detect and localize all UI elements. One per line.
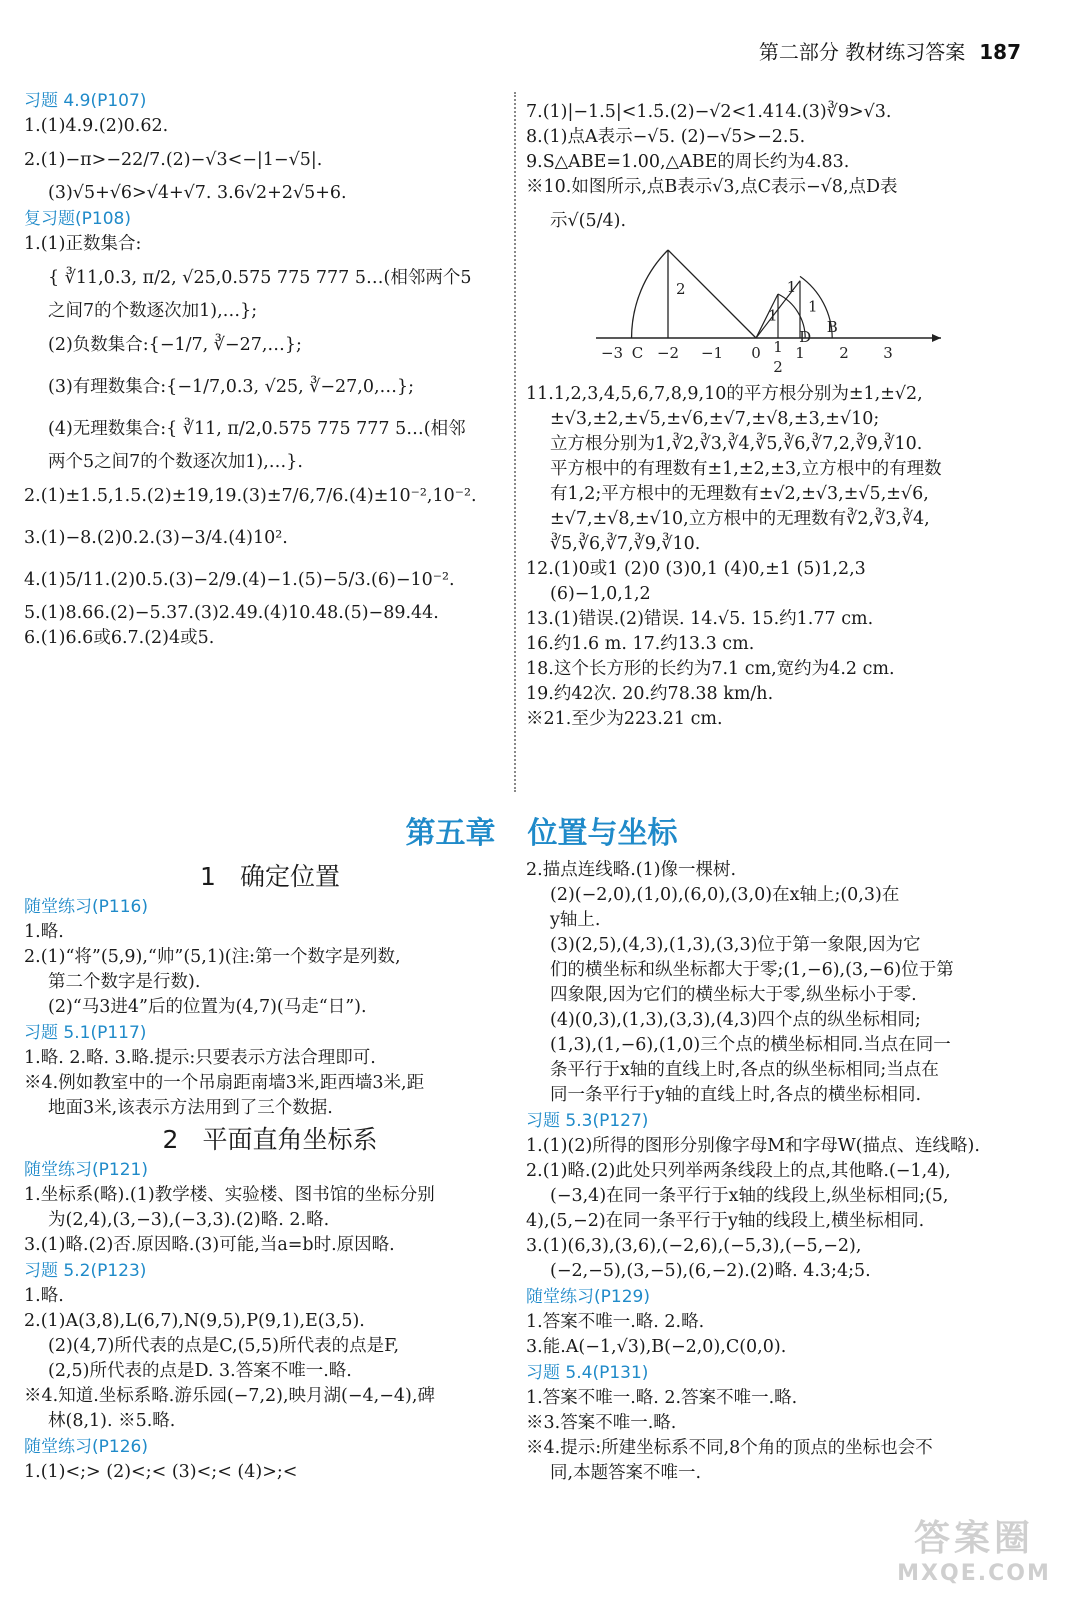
answer-line: 1.略. xyxy=(24,922,64,942)
answer-line: 1.(1)(2)所得的图形分别像字母M和字母W(描点、连线略). xyxy=(526,1136,980,1156)
lesson-heading xyxy=(24,1127,516,1152)
section-heading: 习题 5.1(P117) xyxy=(24,1023,147,1043)
segment-length-label: 2 xyxy=(676,280,686,298)
tick-label: D xyxy=(799,328,812,346)
section-heading: 复习题(P108) xyxy=(24,209,131,229)
answer-line: 们的横坐标和纵坐标都大于零;(1,−6),(3,−6)位于第 xyxy=(550,960,954,980)
tick-label: 2 xyxy=(773,358,783,376)
tick-label: 3 xyxy=(883,344,893,362)
answer-line: (4)无理数集合:{ ∛11, π/2,0.575 775 777 5…(相邻 xyxy=(48,419,466,439)
tick-label: B xyxy=(826,318,838,336)
answer-line: 四象限,因为它们的横坐标大于零,纵坐标小于零. xyxy=(550,985,917,1005)
answer-line: 13.(1)错误.(2)错误. 14.√5. 15.约1.77 cm. xyxy=(526,609,874,629)
answer-line: 9.S△ABE=1.00,△ABE的周长约为4.83. xyxy=(526,152,850,172)
answer-line: { ∛11,0.3, π/2, √25,0.575 775 777 5…(相邻两个5 xyxy=(48,268,472,288)
answer-line: 林(8,1). ※5.略. xyxy=(48,1411,176,1431)
answer-line: (2,5)所代表的点是D. 3.答案不唯一.略. xyxy=(48,1361,352,1381)
section-heading: 随堂练习(P126) xyxy=(24,1437,148,1457)
left-column-top xyxy=(24,88,516,651)
answer-line: 平方根中的有理数有±1,±2,±3,立方根中的有理数 xyxy=(550,459,942,479)
answer-line: 4.(1)5/11.(2)0.5.(3)−2/9.(4)−1.(5)−5/3.(6)−10⁻². xyxy=(24,570,455,590)
section-heading: 习题 5.2(P123) xyxy=(24,1261,147,1281)
lesson-heading xyxy=(24,864,516,889)
segment-length-label: 1 xyxy=(808,297,818,316)
section-heading: 习题 4.9(P107) xyxy=(24,91,147,111)
watermark-line1: 答案圈 xyxy=(913,1518,1034,1559)
segment-length-label: 1 xyxy=(768,306,778,325)
answer-line: 地面3米,该表示方法用到了三个数据. xyxy=(48,1098,333,1118)
answer-line: 3.(1)(6,3),(3,6),(−2,6),(−5,3),(−5,−2), xyxy=(526,1236,862,1256)
answer-line: (1,3),(1,−6),(1,0)三个点的横坐标相同.当点在同一 xyxy=(550,1035,951,1055)
watermark xyxy=(879,1510,1069,1590)
header-part-title: 第二部分 教材练习答案 xyxy=(758,40,966,64)
answer-line: (2)负数集合:{−1/7, ∛−27,…}; xyxy=(48,335,302,355)
answer-line: 5.(1)8.66.(2)−5.37.(3)2.49.(4)10.48.(5)−89.44. xyxy=(24,603,439,623)
answer-line: 2.(1)−π>−22/7.(2)−√3<−|1−√5|. xyxy=(24,150,323,170)
answer-line: (−2,−5),(3,−5),(6,−2).(2)略. 4.3;4;5. xyxy=(550,1261,871,1281)
answer-line: ※4.例如教室中的一个吊扇距南墙3米,距西墙3米,距 xyxy=(24,1073,425,1093)
answer-line: 同,本题答案不唯一. xyxy=(550,1463,702,1483)
section-heading: 习题 5.3(P127) xyxy=(526,1111,649,1131)
left-column-bottom xyxy=(24,858,516,1485)
answer-line: 两个5之间7的个数逐次加1),…}. xyxy=(48,452,303,472)
answer-line: ±√7,±√8,±√10,立方根中的无理数有∛2,∛3,∛4, xyxy=(550,509,930,529)
answer-line: 16.约1.6 m. 17.约13.3 cm. xyxy=(526,634,755,654)
answer-line: 11.1,2,3,4,5,6,7,8,9,10的平方根分别为±1,±√2, xyxy=(526,384,923,404)
answer-line: 8.(1)点A表示−√5. (2)−√5>−2.5. xyxy=(526,127,806,147)
arc-sqrt8 xyxy=(632,250,668,338)
tick-label: 0 xyxy=(751,344,761,362)
answer-line: 1.答案不唯一.略. 2.略. xyxy=(526,1312,705,1332)
answer-line: (2)“马3进4”后的位置为(4,7)(马走“日”). xyxy=(48,997,367,1017)
answer-line: ※3.答案不唯一.略. xyxy=(526,1413,677,1433)
section-heading: 随堂练习(P116) xyxy=(24,897,148,917)
answer-line: ∛5,∛6,∛7,∛9,∛10. xyxy=(550,534,701,554)
answer-line: 2.描点连线略.(1)像一棵树. xyxy=(526,860,737,880)
answer-line: 同一条平行于y轴的直线上时,各点的横坐标相同. xyxy=(550,1085,922,1105)
answer-line: 3.能.A(−1,√3),B(−2,0),C(0,0). xyxy=(526,1337,787,1357)
answer-line: ※4.提示:所建坐标系不同,8个角的顶点的坐标也会不 xyxy=(526,1438,933,1458)
watermark-line2: MXQE.COM xyxy=(897,1561,1051,1586)
tick-label: 1 xyxy=(795,344,805,362)
answer-line: 2.(1)±1.5,1.5.(2)±19,19.(3)±7/6,7/6.(4)±10⁻²,10⁻². xyxy=(24,486,477,506)
answer-line: (−3,4)在同一条平行于x轴的线段上,纵坐标相同;(5, xyxy=(550,1186,949,1206)
segment-length-label: 1 xyxy=(786,277,797,296)
answer-line: ±√3,±2,±√5,±√6,±√7,±√8,±3,±√10; xyxy=(550,409,880,429)
answer-line: 1.(1)4.9.(2)0.62. xyxy=(24,116,169,136)
tick-label: 2 xyxy=(839,344,849,362)
tick-label: 1 xyxy=(773,338,783,356)
chapter-title: 位置与坐标 xyxy=(527,816,678,851)
answer-line: 6.(1)6.6或6.7.(2)4或5. xyxy=(24,628,215,648)
answer-line: (6)−1,0,1,2 xyxy=(550,584,651,604)
answer-line: y轴上. xyxy=(550,910,601,930)
lesson-title: 平面直角坐标系 xyxy=(202,1125,378,1154)
answer-line: 2.(1)略.(2)此处只列举两条线段上的点,其他略.(−1,4), xyxy=(526,1161,951,1181)
answer-line: 18.这个长方形的长约为7.1 cm,宽约为4.2 cm. xyxy=(526,659,895,679)
answer-line: 示√(5/4). xyxy=(550,211,627,231)
right-column-top xyxy=(526,100,1046,732)
section-heading: 习题 5.4(P131) xyxy=(526,1363,649,1383)
number-line-figure xyxy=(586,246,946,376)
answer-line: 立方根分别为1,∛2,∛3,∛4,∛5,∛6,∛7,2,∛9,∛10. xyxy=(550,434,923,454)
answer-line: 1.答案不唯一.略. 2.答案不唯一.略. xyxy=(526,1388,798,1408)
answer-line: (4)(0,3),(1,3),(3,3),(4,3)四个点的纵坐标相同; xyxy=(550,1010,921,1030)
page-header xyxy=(759,36,1021,65)
answer-line: 3.(1)略.(2)否.原因略.(3)可能,当a=b时.原因略. xyxy=(24,1235,395,1255)
answer-line: 19.约42次. 20.约78.38 km/h. xyxy=(526,684,774,704)
answer-line: (2)(4,7)所代表的点是C,(5,5)所代表的点是F, xyxy=(48,1336,400,1356)
tick-label: −2 xyxy=(656,344,680,362)
answer-line: 1.(1)<;> (2)<;< (3)<;< (4)>;< xyxy=(24,1462,298,1482)
lesson-title: 确定位置 xyxy=(239,862,340,891)
chapter-number: 第五章 xyxy=(405,816,496,851)
answer-line: 1.坐标系(略).(1)教学楼、实验楼、图书馆的坐标分别 xyxy=(24,1185,435,1205)
answer-line: (2)(−2,0),(1,0),(6,0),(3,0)在x轴上;(0,3)在 xyxy=(550,885,900,905)
section-heading: 随堂练习(P121) xyxy=(24,1160,148,1180)
answer-line: 有1,2;平方根中的无理数有±√2,±√3,±√5,±√6, xyxy=(550,484,929,504)
answer-line: ※10.如图所示,点B表示√3,点C表示−√8,点D表 xyxy=(526,177,898,197)
answer-line: 之间7的个数逐次加1),…}; xyxy=(48,301,258,321)
answer-line: ※4.知道.坐标系略.游乐园(−7,2),映月湖(−4,−4),碑 xyxy=(24,1386,435,1406)
answer-line: 为(2,4),(3,−3),(−3,3).(2)略. 2.略. xyxy=(48,1210,330,1230)
answer-line: ※21.至少为223.21 cm. xyxy=(526,709,723,729)
chapter-heading xyxy=(0,808,1083,852)
section-heading: 随堂练习(P129) xyxy=(526,1287,650,1307)
tick-label: −1 xyxy=(700,344,724,362)
answer-line: (3)(2,5),(4,3),(1,3),(3,3)位于第一象限,因为它 xyxy=(550,935,921,955)
answer-line: 1.略. 2.略. 3.略.提示:只要表示方法合理即可. xyxy=(24,1048,376,1068)
tick-label: −3 xyxy=(600,344,624,362)
lesson-number: 1 xyxy=(200,862,216,891)
answer-line: 12.(1)0或1 (2)0 (3)0,1 (4)0,±1 (5)1,2,3 xyxy=(526,559,866,579)
answer-line: (3)有理数集合:{−1/7,0.3, √25, ∛−27,0,…}; xyxy=(48,377,415,397)
page-number: 187 xyxy=(979,40,1021,64)
right-column-bottom xyxy=(526,858,1046,1486)
lesson-number: 2 xyxy=(162,1125,179,1154)
answer-line: 1.略. xyxy=(24,1286,64,1306)
answer-line: 3.(1)−8.(2)0.2.(3)−3/4.(4)10². xyxy=(24,528,288,548)
axis-arrow xyxy=(932,334,941,342)
answer-line: 2.(1)A(3,8),L(6,7),N(9,5),P(9,1),E(3,5). xyxy=(24,1311,365,1331)
tick-label: C xyxy=(631,344,644,362)
answer-line: 第二个数字是行数). xyxy=(48,972,201,992)
answer-line: 2.(1)“将”(5,9),“帅”(5,1)(注:第一个数字是列数, xyxy=(24,947,401,967)
answer-line: 7.(1)|−1.5|<1.5̇.(2)−√2<1.414.(3)∛9>√3. xyxy=(526,102,892,122)
answer-line: 条平行于x轴的直线上时,各点的纵坐标相同;当点在 xyxy=(550,1060,939,1080)
answer-line: (3)√5+√6>√4+√7. 3.6√2+2√5+6. xyxy=(48,183,347,203)
answer-line: 1.(1)正数集合: xyxy=(24,234,142,254)
answer-line: 4),(5,−2)在同一条平行于y轴的线段上,横坐标相同. xyxy=(526,1211,925,1231)
